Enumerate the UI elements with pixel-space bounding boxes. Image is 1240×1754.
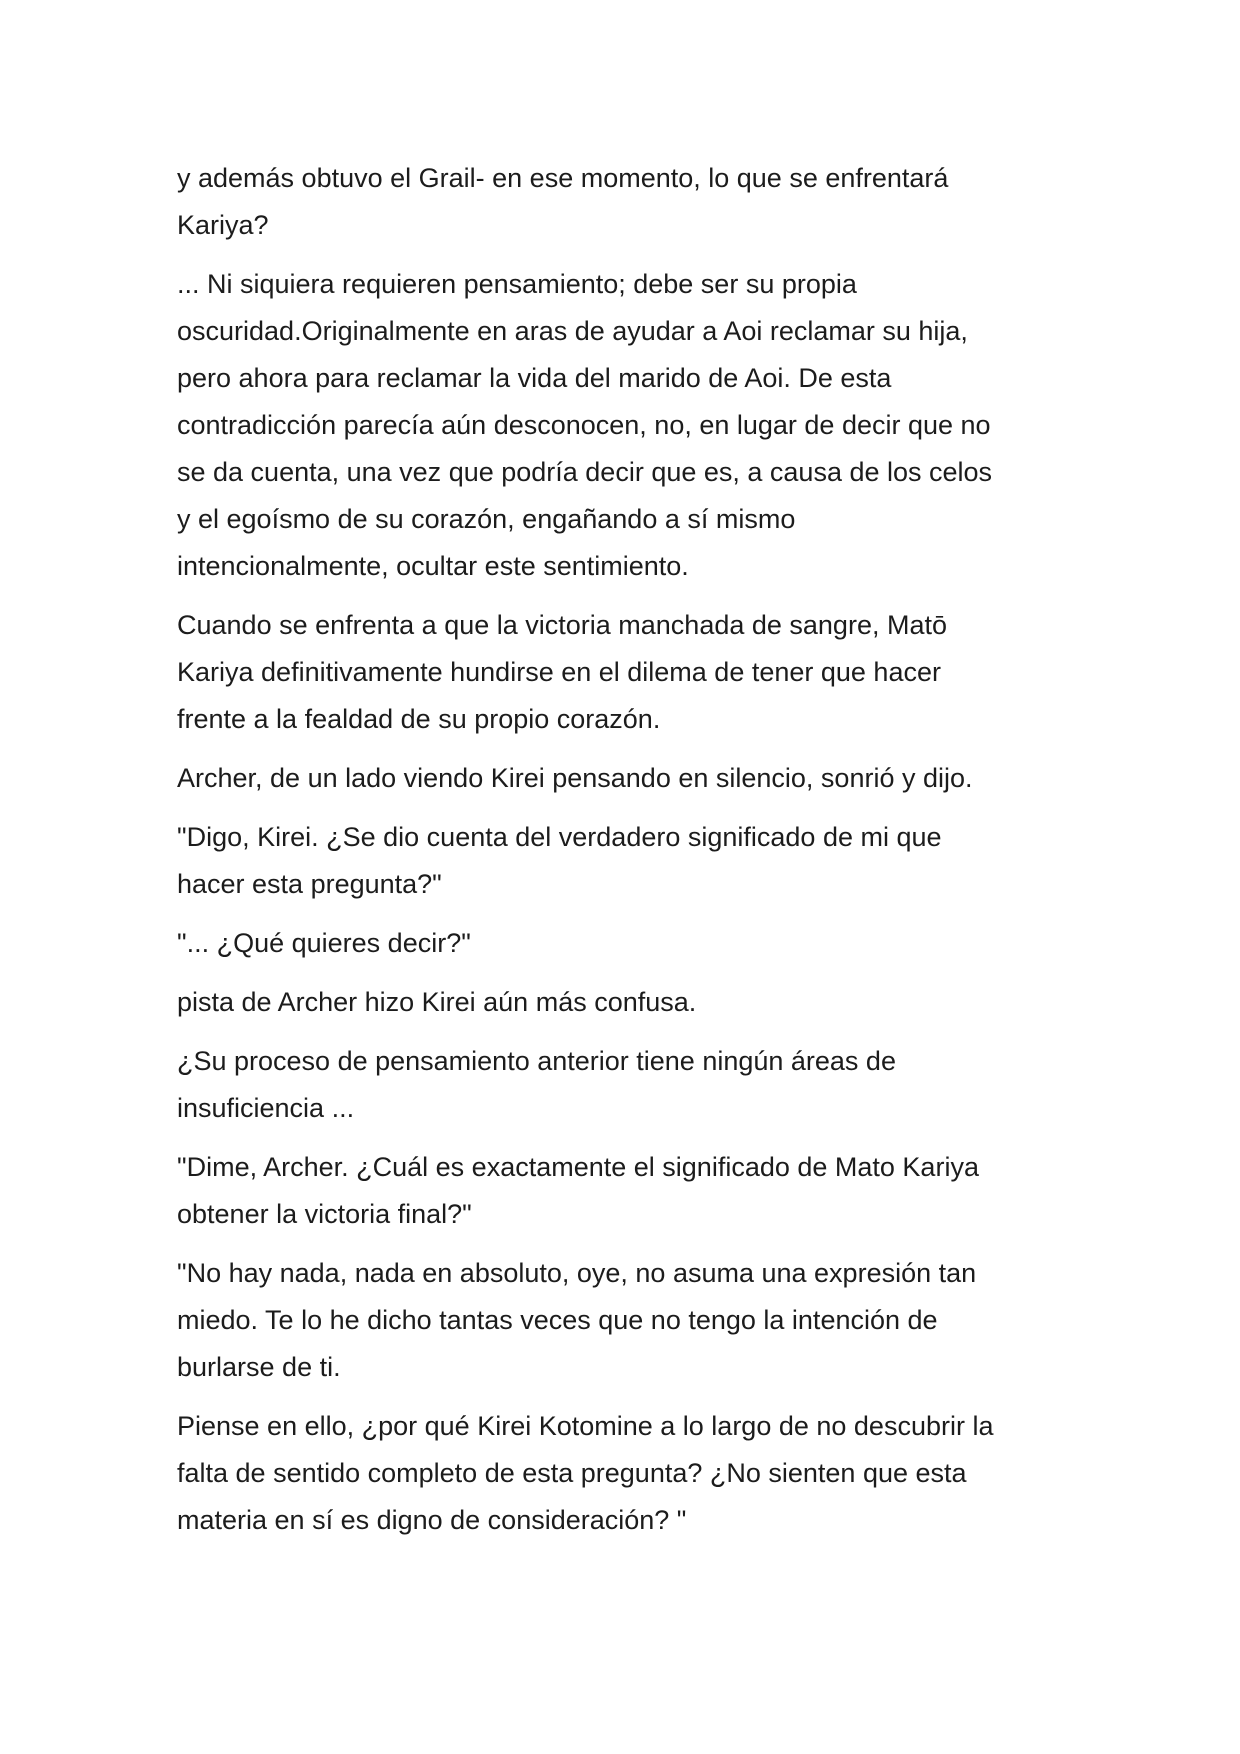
paragraph: "No hay nada, nada en absoluto, oye, no asuma una expresión tan miedo. Te lo he dicho tantas veces que no tengo la intención de burlarse de ti. [177,1258,977,1382]
paragraph: Archer, de un lado viendo Kirei pensando en silencio, sonrió y dijo. [177,763,973,793]
paragraph: "... ¿Qué quieres decir?" [177,928,471,958]
paragraph: y además obtuvo el Grail- en ese momento, lo que se enfrentará Kariya? [177,163,949,240]
paragraph: pista de Archer hizo Kirei aún más confusa. [177,987,697,1017]
document-body [177,155,1077,1556]
paragraph: "Dime, Archer. ¿Cuál es exactamente el significado de Mato Kariya obtener la victoria final?" [177,1152,979,1229]
paragraph: Cuando se enfrenta a que la victoria manchada de sangre, Matō Kariya definitivamente hundirse en el dilema de tener que hacer frente a la fealdad de su propio corazón. [177,610,947,734]
paragraph: "Digo, Kirei. ¿Se dio cuenta del verdadero significado de mi que hacer esta pregunta?" [177,822,942,899]
paragraph: Piense en ello, ¿por qué Kirei Kotomine a lo largo de no descubrir la falta de sentido completo de esta pregunta? ¿No sienten que esta materia en sí es digno de consideración? " [177,1411,994,1535]
paragraph: ¿Su proceso de pensamiento anterior tiene ningún áreas de insuficiencia ... [177,1046,896,1123]
paragraph: ... Ni siquiera requieren pensamiento; debe ser su propia oscuridad.Originalmente en aras de ayudar a Aoi reclamar su hija, pero ahora para reclamar la vida del marido de Aoi. De esta contradicción parecía aún desconocen, no, en lugar de decir que no se da cuenta, una vez que podría decir que es, a causa de los celos y el egoísmo de su corazón, engañando a sí mismo intencionalmente, ocultar este sentimiento. [177,269,993,581]
